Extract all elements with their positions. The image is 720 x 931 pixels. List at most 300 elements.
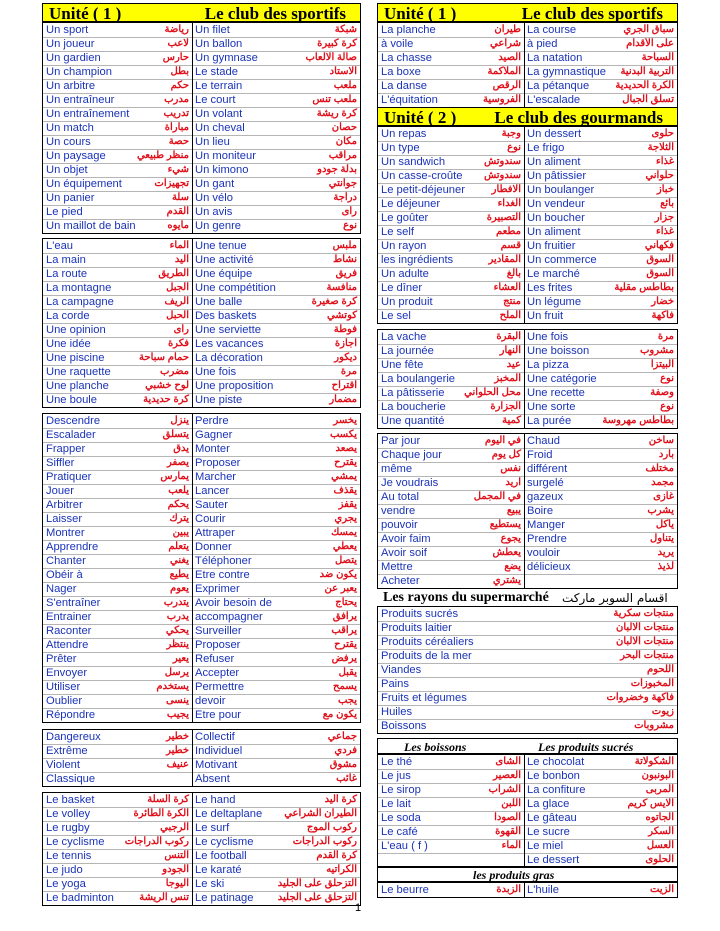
vocab-cell	[192, 708, 360, 722]
vocab-cell	[524, 883, 677, 897]
arabic-translation: يشتري	[492, 575, 521, 586]
arabic-translation: يأكل	[655, 519, 674, 530]
french-word: L'équitation	[381, 94, 438, 106]
french-word: Une raquette	[46, 366, 111, 378]
vocab-cell	[192, 23, 360, 37]
arabic-translation: الجودو	[162, 864, 189, 875]
vocab-cell	[43, 351, 192, 365]
arabic-translation: كل يوم	[491, 449, 521, 460]
vocab-cell	[192, 863, 360, 877]
arabic-translation: التزحلق على الجليد	[277, 878, 357, 889]
column-divider	[524, 755, 525, 867]
french-word: Téléphoner	[195, 555, 252, 567]
right-unit-label-2: Unité ( 2 )	[384, 108, 457, 127]
table-row	[378, 51, 677, 65]
arabic-translation: الحلوى	[645, 854, 674, 865]
arabic-translation: يستخدم	[156, 681, 189, 692]
french-word: Montrer	[46, 527, 85, 539]
french-word: Un vélo	[195, 192, 233, 204]
french-word: Le sucre	[527, 826, 570, 838]
vocab-cell	[43, 177, 192, 191]
row-divider	[43, 442, 360, 443]
table-row	[378, 239, 677, 253]
french-word: Pains	[381, 678, 409, 690]
french-word: Le café	[381, 826, 418, 838]
french-word: Un avis	[195, 206, 233, 218]
vocab-cell	[524, 490, 677, 504]
vocab-cell	[378, 183, 524, 197]
vocab-cell	[43, 239, 192, 253]
french-word: Par jour	[381, 435, 421, 447]
vocab-cell	[43, 652, 192, 666]
french-word: Le cyclisme	[46, 836, 105, 848]
vocab-cell	[524, 65, 677, 79]
table-row	[378, 518, 677, 532]
french-word: L'huile	[527, 884, 559, 896]
french-word: La campagne	[46, 296, 114, 308]
row-divider	[43, 379, 360, 380]
arabic-translation: ملعب تنس	[312, 94, 357, 105]
arabic-translation: جزار	[654, 212, 674, 223]
left-block-2	[42, 238, 361, 408]
arabic-translation: يرسل	[164, 667, 189, 678]
french-word: La pétanque	[527, 80, 590, 92]
drinks-header	[377, 738, 678, 754]
vocab-cell	[192, 267, 360, 281]
arabic-translation: الشراب	[488, 784, 521, 795]
french-word: Entrainer	[46, 611, 92, 623]
table-row	[378, 155, 677, 169]
row-divider	[43, 835, 360, 836]
french-word: Oublier	[46, 695, 83, 707]
french-word: Une quantité	[381, 415, 445, 427]
arabic-translation: الصودا	[494, 812, 521, 823]
french-word: Jouer	[46, 485, 74, 497]
table-row	[378, 853, 677, 867]
arabic-translation: منتجات الالبان	[615, 636, 674, 647]
row-divider	[378, 476, 677, 477]
row-divider	[43, 295, 360, 296]
french-word: Une balle	[195, 296, 243, 308]
french-word: La boulangerie	[381, 373, 456, 385]
vocab-cell	[524, 400, 677, 414]
french-word: Un adulte	[381, 268, 429, 280]
french-word: Produits laitier	[381, 622, 452, 634]
table-row	[43, 680, 360, 694]
french-word: Un repas	[381, 128, 427, 140]
column-divider	[524, 883, 525, 897]
vocab-cell	[192, 428, 360, 442]
row-divider	[43, 177, 360, 178]
row-divider	[378, 239, 677, 240]
arabic-translation: يصعد	[335, 443, 357, 454]
row-divider	[43, 79, 360, 80]
table-row	[378, 93, 677, 107]
row-divider	[43, 877, 360, 878]
vocab-cell	[378, 169, 524, 183]
column-divider	[192, 730, 193, 786]
french-word: Un paysage	[46, 150, 106, 162]
vocab-cell	[378, 372, 524, 386]
table-row	[378, 330, 677, 344]
french-word: Un rayon	[381, 240, 427, 252]
vocab-cell	[524, 79, 677, 93]
vocab-cell	[192, 121, 360, 135]
arabic-translation: شراعي	[490, 38, 521, 49]
arabic-translation: كرة كبيرة	[317, 38, 357, 49]
arabic-translation: يجري	[334, 513, 357, 524]
table-row	[378, 400, 677, 414]
table-row	[43, 484, 360, 498]
arabic-translation: وجبة	[501, 128, 521, 139]
table-row	[43, 414, 360, 428]
french-word: La boucherie	[381, 401, 446, 413]
row-divider	[43, 849, 360, 850]
vocab-cell	[43, 295, 192, 309]
vocab-cell	[43, 135, 192, 149]
arabic-translation: بالغ	[506, 268, 521, 279]
french-word: Un panier	[46, 192, 95, 204]
french-word: Le deltaplane	[195, 808, 263, 820]
arabic-translation: يكون ضد	[319, 569, 357, 580]
vocab-cell	[378, 23, 524, 37]
arabic-translation: حارس	[162, 52, 189, 63]
vocab-cell	[378, 267, 524, 281]
french-word: Permettre	[195, 681, 245, 693]
french-word: Le dessert	[527, 854, 580, 866]
arabic-translation: اريد	[505, 477, 521, 488]
arabic-translation: يعير	[172, 653, 189, 664]
arabic-translation: السباحة	[641, 52, 674, 63]
french-word: Huiles	[381, 706, 413, 718]
table-row	[378, 649, 677, 663]
french-word: La vache	[381, 331, 427, 343]
table-row	[43, 177, 360, 191]
arabic-translation: الاستاد	[329, 66, 357, 77]
arabic-translation: منظر طبيعي	[136, 150, 189, 161]
left-unit-header	[42, 3, 361, 22]
arabic-translation: التنس	[164, 850, 189, 861]
french-word: La gymnastique	[527, 66, 606, 78]
arabic-translation: يريد	[657, 547, 674, 558]
row-divider	[378, 504, 677, 505]
right-unit-header-2	[377, 107, 678, 126]
arabic-translation: جماعي	[327, 731, 357, 742]
arabic-translation: بطاطس مقلية	[614, 282, 674, 293]
french-word: Le court	[195, 94, 236, 106]
table-row	[378, 295, 677, 309]
row-divider	[43, 428, 360, 429]
row-divider	[378, 372, 677, 373]
table-row	[378, 414, 677, 428]
row-divider	[43, 65, 360, 66]
arabic-translation: سلة	[171, 192, 189, 203]
french-word: Le sel	[381, 310, 411, 322]
arabic-translation: عنيف	[166, 759, 189, 770]
arabic-translation: يستطيع	[489, 519, 521, 530]
table-row	[43, 835, 360, 849]
arabic-translation: رياضة	[164, 24, 189, 35]
french-word: Avoir faim	[381, 533, 431, 545]
table-row	[378, 607, 677, 621]
vocab-cell	[524, 414, 677, 428]
vocab-cell	[192, 694, 360, 708]
table-row	[43, 379, 360, 393]
french-word: La pâtisserie	[381, 387, 445, 399]
vocab-cell	[378, 211, 524, 225]
french-word: Un entraîneur	[46, 94, 115, 106]
french-word: Chaud	[527, 435, 560, 447]
gras-box	[377, 882, 678, 898]
arabic-translation: طيران	[494, 24, 521, 35]
row-divider	[43, 680, 360, 681]
arabic-translation: يجيب	[166, 709, 189, 720]
arabic-translation: العصير	[493, 770, 521, 781]
row-divider	[43, 456, 360, 457]
arabic-translation: مضمار	[329, 394, 357, 405]
vocab-cell	[378, 825, 524, 839]
vocab-cell	[524, 853, 677, 867]
arabic-translation: البونبون	[641, 770, 674, 781]
vocab-cell	[378, 155, 524, 169]
french-word: L'eau	[46, 240, 74, 252]
french-word: Une piste	[195, 394, 243, 406]
arabic-translation: ملبس	[332, 240, 357, 251]
rayons-title-fr: Les rayons du supermarché	[383, 590, 549, 605]
vocab-cell	[378, 253, 524, 267]
arabic-translation: يعبر عن	[324, 583, 357, 594]
vocab-cell	[43, 309, 192, 323]
french-word: Un objet	[46, 164, 88, 176]
french-word: Fruits et légumes	[381, 692, 467, 704]
drinks-title: Les boissons	[404, 740, 467, 754]
vocab-cell	[43, 267, 192, 281]
french-word: Manger	[527, 519, 565, 531]
vocab-cell	[192, 149, 360, 163]
vocab-cell	[192, 337, 360, 351]
vocab-cell	[524, 546, 677, 560]
arabic-translation: يبين	[172, 527, 189, 538]
arabic-translation: الكراتيه	[326, 864, 357, 875]
french-word: La confiture	[527, 784, 586, 796]
french-word: Un entraînement	[46, 108, 130, 120]
vocab-cell	[378, 344, 524, 358]
arabic-translation: يشرب	[647, 505, 674, 516]
arabic-translation: حصان	[331, 122, 357, 133]
vocab-cell	[43, 730, 192, 744]
vocab-cell	[524, 783, 677, 797]
arabic-translation: يقفز	[338, 499, 357, 510]
table-row	[43, 191, 360, 205]
french-word: Le stade	[195, 66, 238, 78]
row-divider	[43, 149, 360, 150]
arabic-translation: كرة السلة	[147, 794, 189, 805]
table-row	[378, 546, 677, 560]
arabic-translation: يعطش	[492, 547, 521, 558]
vocab-cell	[192, 498, 360, 512]
arabic-translation: يصفر	[166, 457, 189, 468]
vocab-cell	[378, 127, 524, 141]
french-word: Obéir à	[46, 569, 83, 581]
french-word: La danse	[381, 80, 428, 92]
row-divider	[43, 891, 360, 892]
french-word: Un gant	[195, 178, 235, 190]
arabic-translation: المقادير	[488, 254, 521, 265]
french-word: Courir	[195, 513, 226, 525]
french-word: Un match	[46, 122, 94, 134]
french-word: Une tenue	[195, 240, 247, 252]
vocab-cell	[192, 610, 360, 624]
french-word: Le tennis	[46, 850, 92, 862]
french-word: Perdre	[195, 415, 229, 427]
vocab-cell	[43, 849, 192, 863]
row-divider	[378, 825, 677, 826]
arabic-translation: المخبوزات	[630, 678, 674, 689]
arabic-translation: ملعب	[333, 80, 357, 91]
row-divider	[378, 309, 677, 310]
table-row	[378, 65, 677, 79]
french-word: gazeux	[527, 491, 564, 503]
french-word: Un légume	[527, 296, 582, 308]
row-divider	[378, 211, 677, 212]
french-word: Un arbitre	[46, 80, 96, 92]
table-row	[43, 554, 360, 568]
vocab-cell	[378, 663, 677, 677]
french-word: Un volant	[195, 108, 243, 120]
vocab-cell	[192, 163, 360, 177]
vocab-cell	[43, 65, 192, 79]
vocab-cell	[524, 183, 677, 197]
table-row	[43, 568, 360, 582]
arabic-translation: يكسب	[329, 429, 357, 440]
row-divider	[43, 540, 360, 541]
french-word: Le miel	[527, 840, 564, 852]
vocab-cell	[378, 635, 677, 649]
right-block-2	[377, 126, 678, 324]
french-word: Une compétition	[195, 282, 276, 294]
vocab-cell	[43, 666, 192, 680]
arabic-translation: القهوة	[495, 826, 521, 837]
french-word: Arbitrer	[46, 499, 83, 511]
row-divider	[43, 107, 360, 108]
table-row	[378, 769, 677, 783]
vocab-cell	[43, 470, 192, 484]
vocab-cell	[43, 568, 192, 582]
arabic-translation: بارد	[658, 449, 674, 460]
arabic-translation: يمسك	[331, 527, 357, 538]
french-word: La purée	[527, 415, 572, 427]
arabic-translation: الجزارة	[490, 401, 521, 412]
arabic-translation: يرافق	[332, 611, 357, 622]
french-word: Un commerce	[527, 254, 597, 266]
row-divider	[43, 205, 360, 206]
vocab-cell	[378, 518, 524, 532]
arabic-translation: الطريق	[158, 268, 189, 279]
vocab-cell	[192, 253, 360, 267]
vocab-cell	[378, 51, 524, 65]
french-word: Le dîner	[381, 282, 423, 294]
table-row	[378, 883, 677, 897]
row-divider	[378, 93, 677, 94]
table-row	[43, 351, 360, 365]
vocab-cell	[192, 526, 360, 540]
arabic-translation: يتسلق	[162, 429, 189, 440]
row-divider	[378, 400, 677, 401]
vocab-cell	[192, 540, 360, 554]
french-word: Une catégorie	[527, 373, 597, 385]
vocab-cell	[192, 821, 360, 835]
arabic-translation: الطيران الشراعي	[284, 808, 357, 819]
french-word: Un type	[381, 142, 420, 154]
arabic-translation: بطاطس مهروسة	[602, 415, 674, 426]
vocab-cell	[192, 414, 360, 428]
vocab-cell	[43, 253, 192, 267]
table-row	[43, 135, 360, 149]
sweets-title: Les produits sucrés	[538, 740, 634, 754]
arabic-translation: يقذف	[333, 485, 357, 496]
vocab-cell	[378, 811, 524, 825]
table-row	[43, 821, 360, 835]
arabic-translation: نشاط	[333, 254, 357, 265]
table-row	[43, 526, 360, 540]
french-word: Mettre	[381, 561, 413, 573]
table-row	[378, 141, 677, 155]
vocab-cell	[378, 400, 524, 414]
french-word: Une fête	[381, 359, 424, 371]
vocab-cell	[378, 414, 524, 428]
arabic-translation: فاكهة وخضروات	[606, 692, 674, 703]
french-word: Laisser	[46, 513, 83, 525]
vocab-cell	[43, 877, 192, 891]
vocab-cell	[43, 526, 192, 540]
vocab-cell	[192, 351, 360, 365]
arabic-translation: مشروب	[639, 345, 674, 356]
french-word: Une recette	[527, 387, 585, 399]
arabic-translation: غائب	[336, 773, 357, 784]
vocab-cell	[43, 835, 192, 849]
vocab-cell	[378, 797, 524, 811]
vocab-cell	[43, 428, 192, 442]
french-word: Un vendeur	[527, 198, 585, 210]
arabic-translation: ساخن	[648, 435, 674, 446]
table-row	[43, 163, 360, 177]
french-word: vouloir	[527, 547, 560, 559]
arabic-translation: الريف	[164, 296, 189, 307]
vocab-cell	[192, 568, 360, 582]
table-row	[378, 197, 677, 211]
row-divider	[378, 839, 677, 840]
arabic-translation: دراجة	[333, 192, 357, 203]
table-row	[378, 372, 677, 386]
arabic-translation: يقترح	[334, 457, 357, 468]
arabic-translation: ديكور	[334, 352, 357, 363]
french-word: Une boisson	[527, 345, 590, 357]
table-row	[378, 504, 677, 518]
french-word: La boxe	[381, 66, 421, 78]
row-divider	[378, 37, 677, 38]
table-row	[43, 708, 360, 722]
arabic-translation: كرة حديدية	[143, 394, 189, 405]
vocab-cell	[524, 127, 677, 141]
table-row	[378, 448, 677, 462]
arabic-translation: يترك	[169, 513, 189, 524]
french-word: La glace	[527, 798, 570, 810]
table-row	[43, 638, 360, 652]
french-word: Acheter	[381, 575, 420, 587]
vocab-cell	[378, 434, 524, 448]
french-word: Produits céréaliers	[381, 636, 474, 648]
arabic-translation: زيوت	[651, 706, 674, 717]
